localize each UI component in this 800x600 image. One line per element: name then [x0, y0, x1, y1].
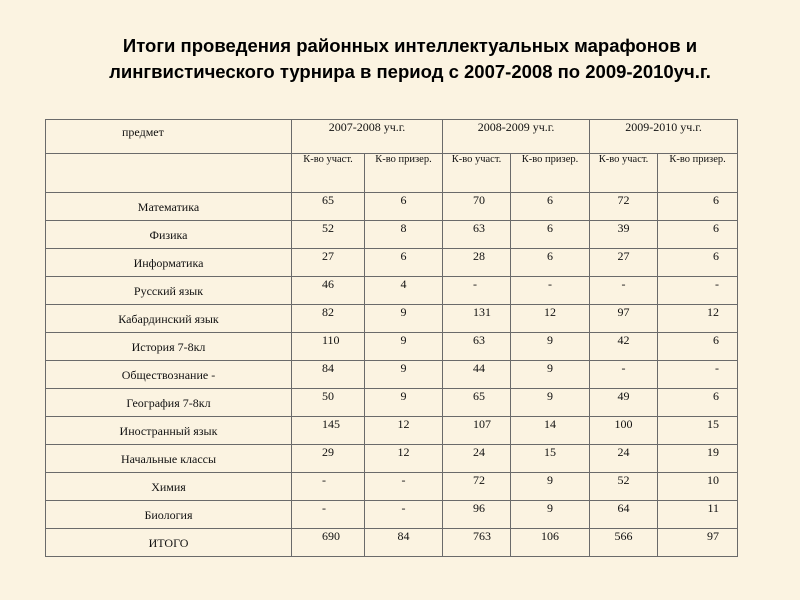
winners-cell: 9 — [511, 361, 590, 389]
winners-cell: 106 — [511, 529, 590, 557]
participants-cell: 52 — [590, 473, 658, 501]
participants-cell: 29 — [292, 445, 365, 473]
participants-cell: 27 — [292, 249, 365, 277]
participants-cell: 100 — [590, 417, 658, 445]
participants-cell: 63 — [443, 221, 511, 249]
participants-header: К-во участ. — [292, 154, 365, 193]
winners-cell: 6 — [658, 389, 738, 417]
participants-cell: 50 — [292, 389, 365, 417]
winners-cell: 6 — [658, 333, 738, 361]
subject-cell: Кабардинский язык — [46, 305, 292, 333]
subject-cell: Физика — [46, 221, 292, 249]
winners-cell: 9 — [511, 501, 590, 529]
winners-cell: 11 — [658, 501, 738, 529]
participants-cell: 96 — [443, 501, 511, 529]
subject-cell: Биология — [46, 501, 292, 529]
winners-cell: 10 — [658, 473, 738, 501]
subject-cell: ИТОГО — [46, 529, 292, 557]
table-row — [46, 249, 738, 277]
table-row — [46, 445, 738, 473]
table-row — [46, 417, 738, 445]
winners-cell: 9 — [511, 473, 590, 501]
winners-cell: 6 — [511, 249, 590, 277]
winners-cell: - — [365, 501, 443, 529]
participants-cell: 46 — [292, 277, 365, 305]
year-header: 2007-2008 уч.г. — [292, 120, 443, 154]
winners-header: К-во призер. — [365, 154, 443, 193]
participants-cell: 107 — [443, 417, 511, 445]
table-body — [46, 193, 738, 557]
winners-cell: 6 — [658, 193, 738, 221]
winners-cell: 6 — [658, 249, 738, 277]
winners-cell: 12 — [365, 417, 443, 445]
participants-cell: 690 — [292, 529, 365, 557]
winners-cell: - — [365, 473, 443, 501]
participants-cell: - — [443, 277, 511, 305]
participants-cell: 72 — [443, 473, 511, 501]
winners-cell: 6 — [365, 249, 443, 277]
winners-cell: 8 — [365, 221, 443, 249]
winners-cell: 19 — [658, 445, 738, 473]
subject-cell: География 7-8кл — [46, 389, 292, 417]
subject-cell: Иностранный язык — [46, 417, 292, 445]
participants-header: К-во участ. — [443, 154, 511, 193]
participants-cell: - — [292, 501, 365, 529]
winners-cell: 9 — [365, 305, 443, 333]
year-header: 2009-2010 уч.г. — [590, 120, 738, 154]
winners-cell: 84 — [365, 529, 443, 557]
subject-cell: Математика — [46, 193, 292, 221]
participants-cell: 566 — [590, 529, 658, 557]
subject-cell: Обществознание - — [46, 361, 292, 389]
participants-cell: 27 — [590, 249, 658, 277]
winners-header: К-во призер. — [658, 154, 738, 193]
subject-cell: Информатика — [46, 249, 292, 277]
winners-cell: 9 — [365, 333, 443, 361]
participants-cell: - — [292, 473, 365, 501]
winners-cell: 6 — [365, 193, 443, 221]
table-row — [46, 277, 738, 305]
table-row — [46, 501, 738, 529]
participants-cell: 42 — [590, 333, 658, 361]
participants-cell: 763 — [443, 529, 511, 557]
subject-cell: История 7-8кл — [46, 333, 292, 361]
participants-cell: 65 — [443, 389, 511, 417]
table-row — [46, 473, 738, 501]
subject-cell: Русский язык — [46, 277, 292, 305]
participants-cell: 63 — [443, 333, 511, 361]
table-row — [46, 221, 738, 249]
year-header: 2008-2009 уч.г. — [443, 120, 590, 154]
winners-cell: 9 — [511, 389, 590, 417]
winners-cell: - — [511, 277, 590, 305]
table-row — [46, 193, 738, 221]
participants-cell: 82 — [292, 305, 365, 333]
participants-cell: 70 — [443, 193, 511, 221]
participants-header: К-во участ. — [590, 154, 658, 193]
winners-cell: 15 — [511, 445, 590, 473]
winners-header: К-во призер. — [511, 154, 590, 193]
subject-cell: Начальные классы — [46, 445, 292, 473]
participants-cell: 49 — [590, 389, 658, 417]
table-row — [46, 389, 738, 417]
participants-cell: 72 — [590, 193, 658, 221]
participants-cell: 97 — [590, 305, 658, 333]
participants-cell: 39 — [590, 221, 658, 249]
page-title — [40, 33, 780, 85]
participants-cell: 24 — [590, 445, 658, 473]
table-row — [46, 529, 738, 557]
winners-cell: 12 — [365, 445, 443, 473]
winners-cell: 6 — [658, 221, 738, 249]
table-row — [46, 361, 738, 389]
winners-cell: 15 — [658, 417, 738, 445]
participants-cell: 84 — [292, 361, 365, 389]
winners-cell: 12 — [658, 305, 738, 333]
winners-cell: 97 — [658, 529, 738, 557]
table-row — [46, 305, 738, 333]
participants-cell: 28 — [443, 249, 511, 277]
winners-cell: 12 — [511, 305, 590, 333]
winners-cell: 9 — [365, 389, 443, 417]
winners-cell: 9 — [511, 333, 590, 361]
subject-header: предмет — [46, 120, 292, 154]
participants-cell: 64 — [590, 501, 658, 529]
winners-cell: 14 — [511, 417, 590, 445]
subject-header-continued — [46, 154, 292, 193]
participants-cell: - — [590, 277, 658, 305]
participants-cell: 110 — [292, 333, 365, 361]
winners-cell: 4 — [365, 277, 443, 305]
results-table — [45, 119, 738, 557]
winners-cell: 6 — [511, 221, 590, 249]
winners-cell: 9 — [365, 361, 443, 389]
subject-cell: Химия — [46, 473, 292, 501]
participants-cell: 65 — [292, 193, 365, 221]
winners-cell: 6 — [511, 193, 590, 221]
table-row — [46, 333, 738, 361]
winners-cell: - — [658, 277, 738, 305]
participants-cell: 24 — [443, 445, 511, 473]
participants-cell: 131 — [443, 305, 511, 333]
title-line-2: лингвистического турнира в период с 2007-2008 по 2009-2010уч.г. — [109, 61, 711, 82]
participants-cell: 52 — [292, 221, 365, 249]
participants-cell: 145 — [292, 417, 365, 445]
participants-cell: - — [590, 361, 658, 389]
winners-cell: - — [658, 361, 738, 389]
title-line-1: Итоги проведения районных интеллектуальных марафонов и — [122, 35, 698, 56]
participants-cell: 44 — [443, 361, 511, 389]
